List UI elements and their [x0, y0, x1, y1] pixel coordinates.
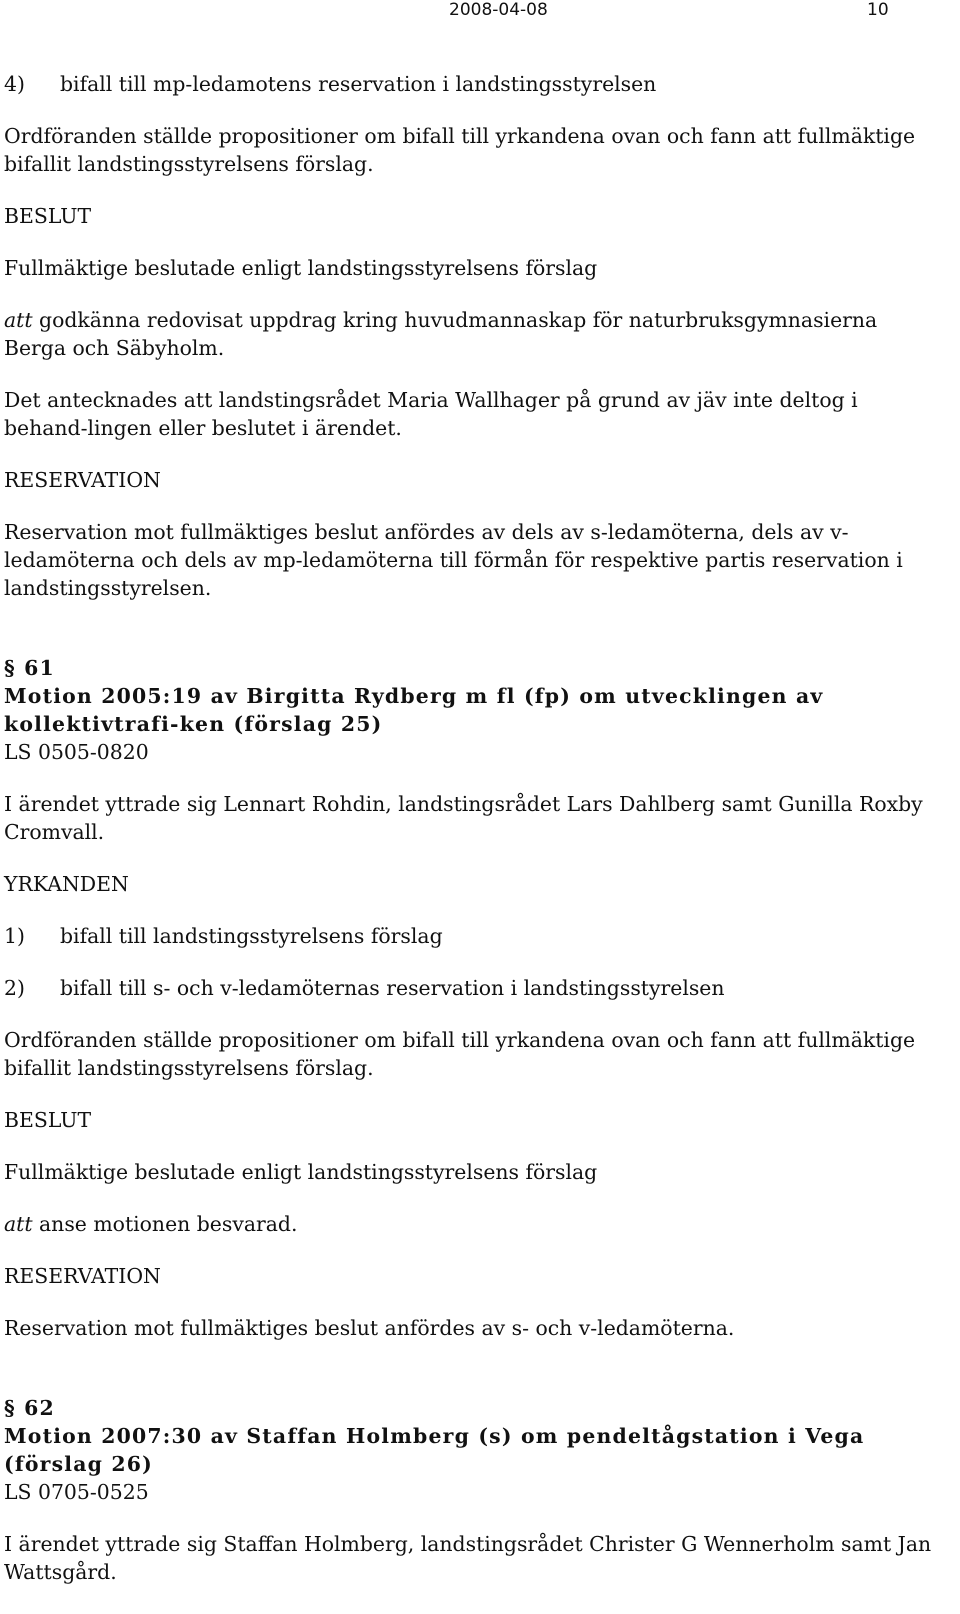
document-body — [4, 70, 934, 1586]
item-text: bifall till s- och v-ledamöternas reservation i landstingsstyrelsen — [60, 976, 725, 1000]
proposition-paragraph: Ordföranden ställde propositioner om bifall till yrkandena ovan och fann att fullmäktige bifallit landstingsstyrelsens förslag. — [4, 124, 916, 176]
list-item — [4, 974, 934, 1002]
beslut-paragraph: Fullmäktige beslutade enligt landstingsstyrelsens förslag — [4, 1160, 598, 1184]
att-text: anse motionen besvarad. — [32, 1212, 298, 1236]
header-date: 2008-04-08 — [449, 0, 548, 20]
speakers-paragraph: I ärendet yttrade sig Staffan Holmberg, landstingsrådet Christer G Wennerholm samt Jan Wattsgård. — [4, 1532, 932, 1584]
section-number: § 61 — [4, 656, 55, 680]
item-number: 4) — [4, 72, 25, 96]
att-word: att — [4, 1212, 33, 1236]
yrkanden-heading: YRKANDEN — [4, 872, 129, 896]
item-text: bifall till mp-ledamotens reservation i landstingsstyrelsen — [60, 72, 657, 96]
reservation-heading: RESERVATION — [4, 1264, 161, 1288]
section-title: Motion 2005:19 av Birgitta Rydberg m fl (fp) om utvecklingen av kollektivtrafi-ken (förslag 25) — [4, 684, 824, 736]
section-number: § 62 — [4, 1396, 55, 1420]
case-reference: LS 0705-0525 — [4, 1480, 149, 1504]
beslut-paragraph: Fullmäktige beslutade enligt landstingsstyrelsens förslag — [4, 256, 598, 280]
section-62 — [4, 1394, 934, 1506]
list-item — [4, 922, 934, 950]
page-number: 10 — [867, 0, 889, 20]
reservation-paragraph: Reservation mot fullmäktiges beslut anfördes av s- och v-ledamöterna. — [4, 1316, 735, 1340]
att-paragraph — [4, 306, 934, 362]
section-title: Motion 2007:30 av Staffan Holmberg (s) om pendeltågstation i Vega (förslag 26) — [4, 1424, 865, 1476]
beslut-heading: BESLUT — [4, 1108, 92, 1132]
section-61 — [4, 654, 934, 766]
case-reference: LS 0505-0820 — [4, 740, 149, 764]
att-text: godkänna redovisat uppdrag kring huvudmannaskap för naturbruksgymnasierna Berga och Säbyholm. — [4, 308, 878, 360]
beslut-heading: BESLUT — [4, 204, 92, 228]
item-text: bifall till landstingsstyrelsens förslag — [60, 924, 443, 948]
list-item — [4, 70, 934, 98]
att-paragraph — [4, 1210, 934, 1238]
att-word: att — [4, 308, 33, 332]
note-paragraph: Det antecknades att landstingsrådet Maria Wallhager på grund av jäv inte deltog i behand-lingen eller beslutet i ärendet. — [4, 388, 858, 440]
proposition-paragraph: Ordföranden ställde propositioner om bifall till yrkandena ovan och fann att fullmäktige bifallit landstingsstyrelsens förslag. — [4, 1028, 916, 1080]
speakers-paragraph: I ärendet yttrade sig Lennart Rohdin, landstingsrådet Lars Dahlberg samt Gunilla Roxby Cromvall. — [4, 792, 923, 844]
item-number: 2) — [4, 976, 25, 1000]
item-number: 1) — [4, 924, 25, 948]
reservation-paragraph: Reservation mot fullmäktiges beslut anfördes av dels av s-ledamöterna, dels av v-ledamöterna och dels av mp-ledamöterna till förmån för respektive partis reservation i landstingsstyrelsen. — [4, 520, 903, 600]
reservation-heading: RESERVATION — [4, 468, 161, 492]
